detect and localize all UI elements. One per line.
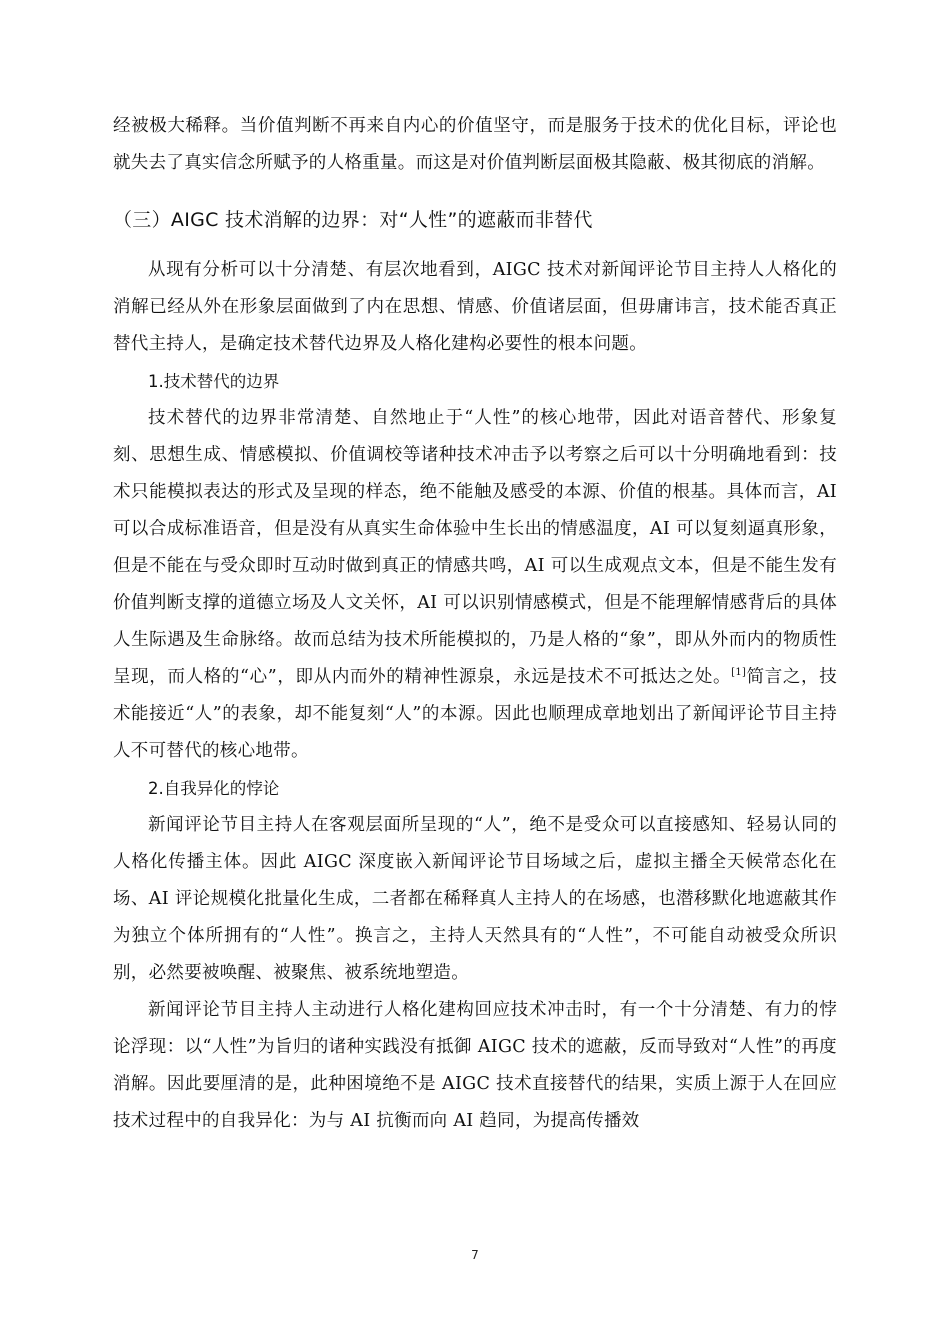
paragraph-boundary [113, 400, 837, 770]
page-body [113, 108, 837, 1140]
citation-ref[interactable]: [1] [731, 667, 747, 679]
paragraph-continued: 经被极大稀释。当价值判断不再来自内心的价值坚守，而是服务于技术的优化目标，评论也就失去了真实信念所赋予的人格重量。而这是对价值判断层面极其隐蔽、极其彻底的消解。 [113, 116, 837, 173]
subheading-paradox: 2.自我异化的悖论 [148, 779, 280, 798]
section-heading-3: （三）AIGC 技术消解的边界：对“人性”的遮蔽而非替代 [113, 209, 593, 231]
page-number: 7 [471, 1248, 479, 1262]
paragraph-intro: 从现有分析可以十分清楚、有层次地看到，AIGC 技术对新闻评论节目主持人人格化的消解已经从外在形象层面做到了内在思想、情感、价值诸层面，但毋庸讳言，技术能否真正替代主持人，是确定技术替代边界及人格化建构必要性的根本问题。 [113, 260, 837, 354]
paragraph-paradox-2: 新闻评论节目主持人主动进行人格化建构回应技术冲击时，有一个十分清楚、有力的悖论浮现：以“人性”为旨归的诸种实践没有抵御 AIGC 技术的遮蔽，反而导致对“人性”的再度消解。因此要厘清的是，此种困境绝不是 AIGC 技术直接替代的结果，实质上源于人在回应技术过程中的自我异化：为与 AI 抗衡而向 AI 趋同，为提高传播效 [113, 1000, 837, 1131]
paragraph-boundary-part2: 简言之，技术能接近“人”的表象，却不能复刻“人”的本源。因此也顺理成章地划出了新闻评论节目主持人不可替代的核心地带。 [113, 667, 838, 761]
subheading-boundary: 1.技术替代的边界 [148, 372, 280, 391]
paragraph-paradox-1: 新闻评论节目主持人在客观层面所呈现的“人”，绝不是受众可以直接感知、轻易认同的人格化传播主体。因此 AIGC 深度嵌入新闻评论节目场域之后，虚拟主播全天候常态化在场、AI 评论规模化批量化生成，二者都在稀释真人主持人的在场感，也潜移默化地遮蔽其作为独立个体所拥有的“人性”。换言之，主持人天然具有的“人性”，不可能自动被受众所识别，必然要被唤醒、被聚焦、被系统地塑造。 [113, 815, 837, 983]
paragraph-boundary-part1: 技术替代的边界非常清楚、自然地止于“人性”的核心地带，因此对语音替代、形象复刻、思想生成、情感模拟、价值调校等诸种技术冲击予以考察之后可以十分明确地看到：技术只能模拟表达的形式及呈现的样态，绝不能触及感受的本源、价值的根基。具体而言，AI 可以合成标准语音，但是没有从真实生命体验中生长出的情感温度，AI 可以复刻逼真形象，但是不能在与受众即时互动时做到真正的情感共鸣，AI 可以生成观点文本，但是不能生发有价值判断支撑的道德立场及人文关怀，AI 可以识别情感模式，但是不能理解情感背后的具体人生际遇及生命脉络。故而总结为技术所能模拟的，乃是人格的“象”，即从外而内的物质性呈现，而人格的“心”，即从内而外的精神性源泉，永远是技术不可抵达之处。 [113, 408, 837, 687]
